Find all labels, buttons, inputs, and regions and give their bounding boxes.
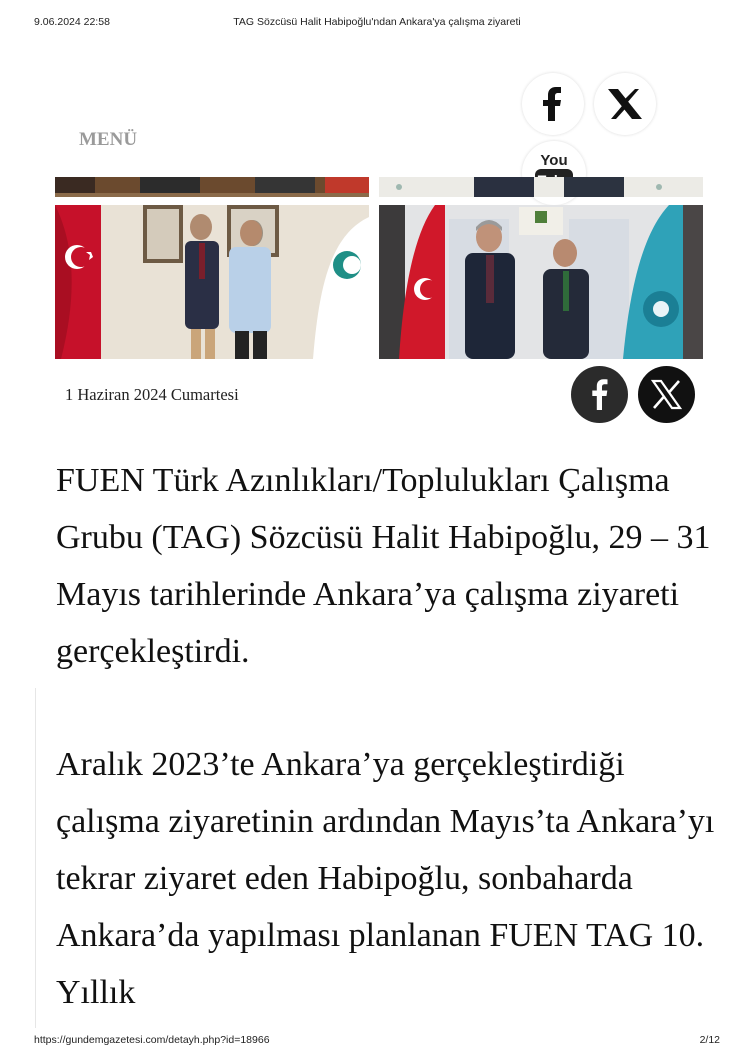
x-icon (638, 366, 695, 423)
menu-button[interactable]: MENÜ (79, 129, 138, 150)
x-icon (594, 73, 656, 135)
share-x-button[interactable] (638, 366, 695, 423)
print-footer (34, 1034, 720, 1050)
article-paragraph-2: Aralık 2023’te Ankara’ya gerçekleştirdiği çalışma ziyaretinin ardından Mayıs’ta Ankara’yı tekrar ziyaret eden Habipoğlu, sonbaharda Ankara’da yapılması planlanan FUEN TAG 10. Yıllık (56, 746, 715, 1011)
facebook-link-top[interactable] (522, 73, 584, 135)
photo-strip-left (55, 177, 369, 197)
share-facebook-button[interactable] (571, 366, 628, 423)
print-page-number: 2/12 (699, 1034, 720, 1046)
content-divider (35, 688, 36, 1028)
photo-strip-right (379, 177, 703, 197)
photo-meeting-right (379, 205, 703, 359)
facebook-icon (571, 366, 628, 423)
article-paragraph-1: FUEN Türk Azınlıkları/Toplulukları Çalışma Grubu (TAG) Sözcüsü Halit Habipoğlu, 29 – 31 Mayıs tarihlerinde Ankara’ya çalışma ziyareti gerçekleştirdi. (56, 462, 711, 670)
photo-meeting-left (55, 205, 369, 359)
x-link-top[interactable] (594, 73, 656, 135)
print-title: TAG Sözcüsü Halit Habipoğlu'ndan Ankara'ya çalışma ziyareti (233, 16, 521, 28)
print-url: https://gundemgazetesi.com/detayh.php?id=18966 (34, 1034, 270, 1046)
print-header (34, 16, 720, 32)
facebook-icon (522, 73, 584, 135)
youtube-text-top: You (540, 152, 568, 169)
article-date: 1 Haziran 2024 Cumartesi (65, 385, 239, 404)
print-datetime: 9.06.2024 22:58 (34, 16, 110, 28)
